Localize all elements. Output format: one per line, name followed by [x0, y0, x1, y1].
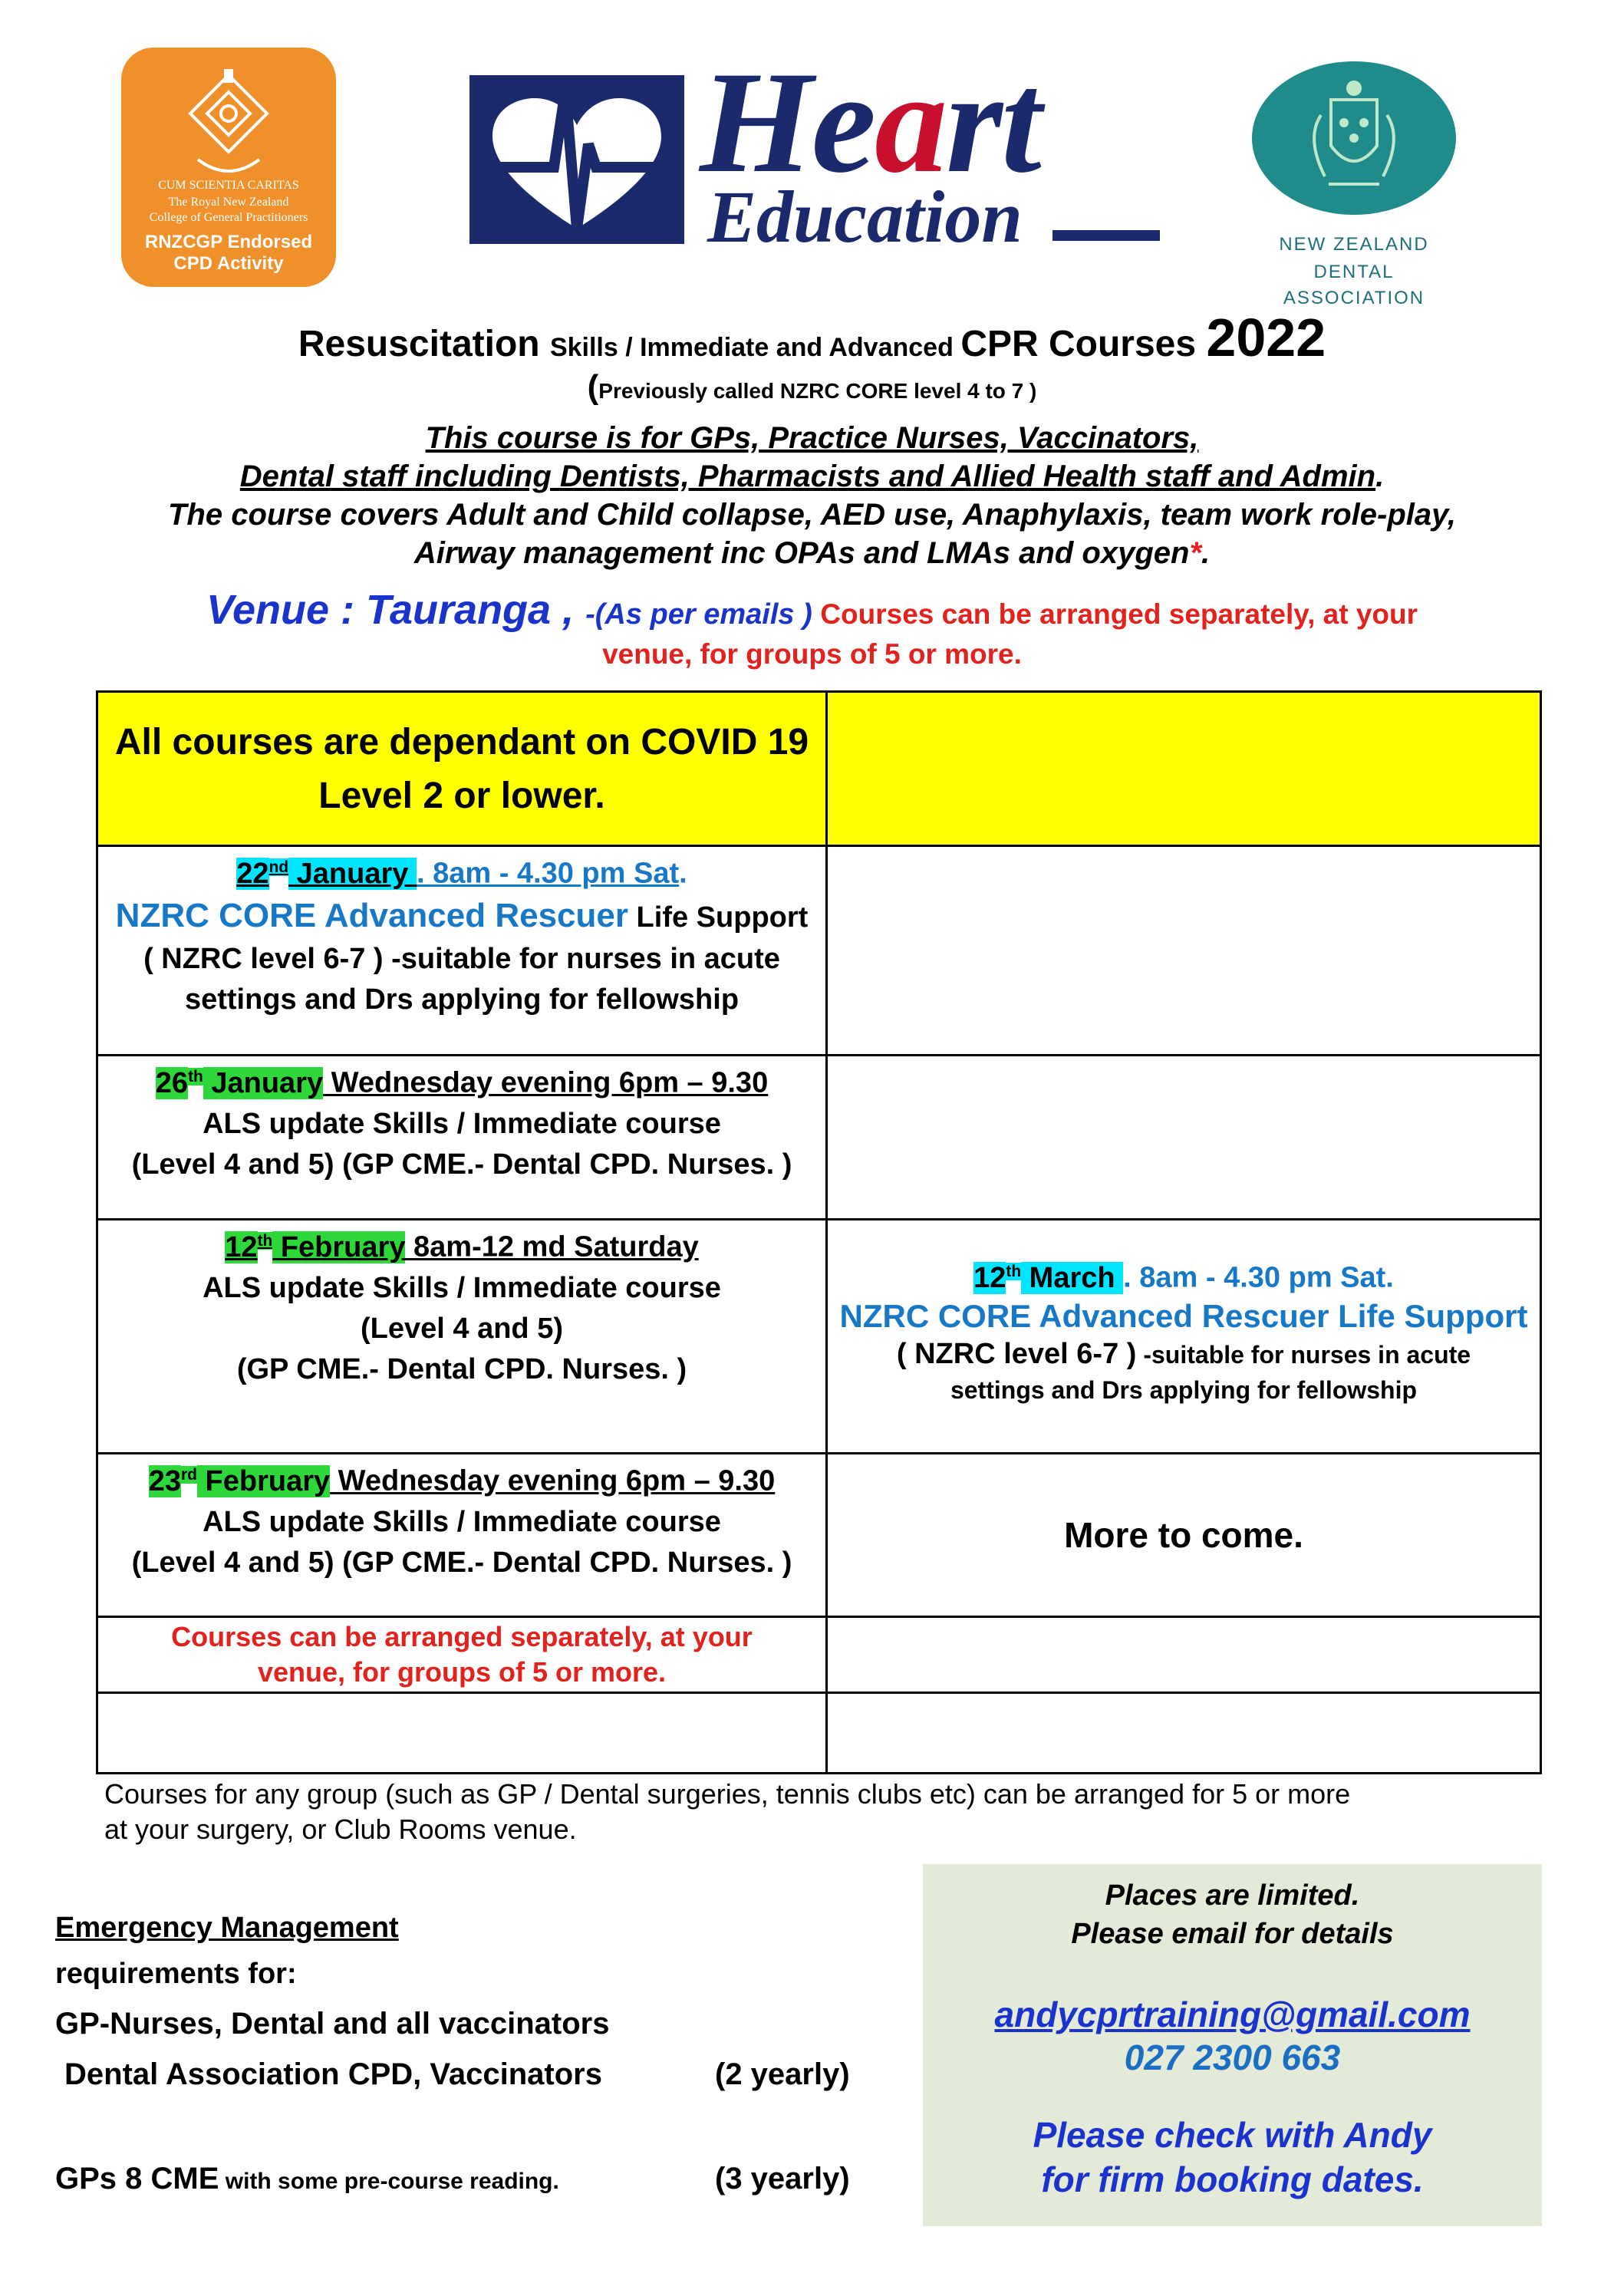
arrange-note: [98, 1618, 825, 1692]
intro-line4: Airway management inc OPAs and LMAs and oxygen*.: [413, 536, 1211, 570]
page-title: Resuscitation Skills / Immediate and Advanced CPR Courses 2022: [298, 308, 1326, 367]
table-row-divider: [98, 1692, 1540, 1694]
college-name-line1: The Royal New Zealand: [168, 196, 289, 209]
previous-name-note: (Previously called NZRC CORE level 4 to 7 ): [587, 368, 1037, 406]
group-booking-note: [104, 1777, 1562, 1847]
education-wordmark: Education: [707, 176, 1023, 258]
more-to-come: More to come.: [1064, 1515, 1303, 1555]
requirements-subheading: requirements for:: [55, 1958, 297, 1990]
course-date: 23rd February Wednesday evening 6pm – 9.30: [148, 1464, 776, 1497]
covid-banner: [98, 693, 825, 845]
rnzcgp-logo: [121, 48, 336, 287]
group-booking-note-line1: Courses for any group (such as GP / Dental surgeries, tennis clubs etc) can be arranged for 5 or more: [104, 1778, 1351, 1810]
heart-education-logo: [469, 42, 1160, 258]
course-detail: (GP CME.- Dental CPD. Nurses. ): [236, 1352, 687, 1385]
arrange-note-line2: venue, for groups of 5 or more.: [257, 1656, 667, 1688]
endorsed-line2: CPD Activity: [173, 253, 284, 274]
nzda-oval: [1252, 61, 1456, 215]
course-date: 22nd January . 8am - 4.30 pm Sat.: [236, 857, 687, 890]
course-feb-23: [98, 1454, 825, 1616]
endorsed-line1: RNZCGP Endorsed: [144, 232, 313, 252]
covid-banner-line2: Level 2 or lower.: [318, 776, 605, 816]
firm-booking-dates: for firm booking dates.: [1041, 2159, 1424, 2199]
course-detail: settings and Drs applying for fellowship: [184, 983, 740, 1016]
course-title: NZRC CORE Advanced Rescuer Life Support: [115, 896, 809, 934]
course-detail: settings and Drs applying for fellowship: [950, 1375, 1418, 1404]
course-mar-12: [828, 1220, 1540, 1452]
nzda-logo: [1243, 61, 1465, 308]
nzda-crest-icon: [1252, 61, 1456, 215]
covid-banner-line1: All courses are dependant on COVID 19: [114, 722, 809, 763]
venue-group-note: venue, for groups of 5 or more.: [602, 638, 1022, 670]
places-limited: Places are limited.: [1105, 1879, 1360, 1912]
course-jan-22: [98, 847, 825, 1054]
email-link[interactable]: andycprtraining@gmail.com: [994, 1995, 1471, 2034]
college-name-line2: College of General Practitioners: [149, 211, 308, 224]
requirements-audience: GP-Nurses, Dental and all vaccinators: [55, 2007, 610, 2041]
course-detail: ( NZRC level 6-7 ) -suitable for nurses in acute: [896, 1337, 1471, 1370]
requirements-heading: Emergency Management: [55, 1912, 399, 1944]
course-table: [96, 690, 1542, 1774]
intro-line1: This course is for GPs, Practice Nurses, Vaccinators,: [425, 421, 1199, 455]
college-crest-icon: [183, 69, 275, 184]
email-prompt: Please email for details: [1071, 1918, 1394, 1950]
phone-number[interactable]: 027 2300 663: [1124, 2037, 1341, 2077]
contact-box: [923, 1864, 1542, 2226]
check-with-andy: Please check with Andy: [1033, 2115, 1432, 2155]
requirements-dental: Dental Association CPD, Vaccinators: [64, 2057, 602, 2091]
course-detail: (Level 4 and 5): [361, 1312, 563, 1345]
wordmark-underline: [1052, 230, 1160, 241]
heart-logo-box: [469, 75, 684, 244]
course-date: 26th January Wednesday evening 6pm – 9.30: [155, 1066, 769, 1099]
course-detail: ( NZRC level 6-7 ) -suitable for nurses in acute: [143, 942, 780, 975]
heart-wordmark: Heart: [700, 42, 1040, 203]
arrange-note-line1: Courses can be arranged separately, at your: [171, 1621, 753, 1652]
venue-line: Venue : Tauranga , -(As per emails ) Courses can be arranged separately, at your: [206, 587, 1418, 633]
intro-line3: The course covers Adult and Child collapse, AED use, Anaphylaxis, team work role-play,: [168, 498, 1456, 532]
course-feb-12: [98, 1220, 825, 1452]
college-motto: CUM SCIENTIA CARITAS: [158, 179, 299, 192]
course-detail: (Level 4 and 5) (GP CME.- Dental CPD. Nurses. ): [131, 1546, 792, 1579]
course-jan-26: [98, 1056, 825, 1218]
covid-banner-right: [828, 693, 1540, 845]
requirements-dental-frequency: (2 yearly): [715, 2057, 850, 2091]
course-title: NZRC CORE Advanced Rescuer Life Support: [839, 1297, 1528, 1334]
nzda-line2: DENTAL ASSOCIATION: [1283, 262, 1425, 308]
requirements-gp: GPs 8 CME with some pre-course reading.: [55, 2162, 559, 2196]
course-title: ALS update Skills / Immediate course: [203, 1107, 721, 1140]
course-detail: (Level 4 and 5) (GP CME.- Dental CPD. Nurses. ): [131, 1148, 792, 1181]
intro-line2: Dental staff including Dentists, Pharmacists and Allied Health staff and Admin.: [239, 460, 1385, 493]
course-title: ALS update Skills / Immediate course: [203, 1271, 721, 1304]
course-title: ALS update Skills / Immediate course: [203, 1505, 721, 1538]
requirements-gp-frequency: (3 yearly): [715, 2162, 850, 2196]
group-booking-note-line2: at your surgery, or Club Rooms venue.: [104, 1813, 577, 1845]
heartbeat-icon: [469, 75, 684, 244]
course-date: 12th March . 8am - 4.30 pm Sat.: [973, 1261, 1394, 1294]
course-date: 12th February 8am-12 md Saturday: [225, 1230, 699, 1263]
nzda-line1: NEW ZEALAND: [1279, 234, 1429, 255]
